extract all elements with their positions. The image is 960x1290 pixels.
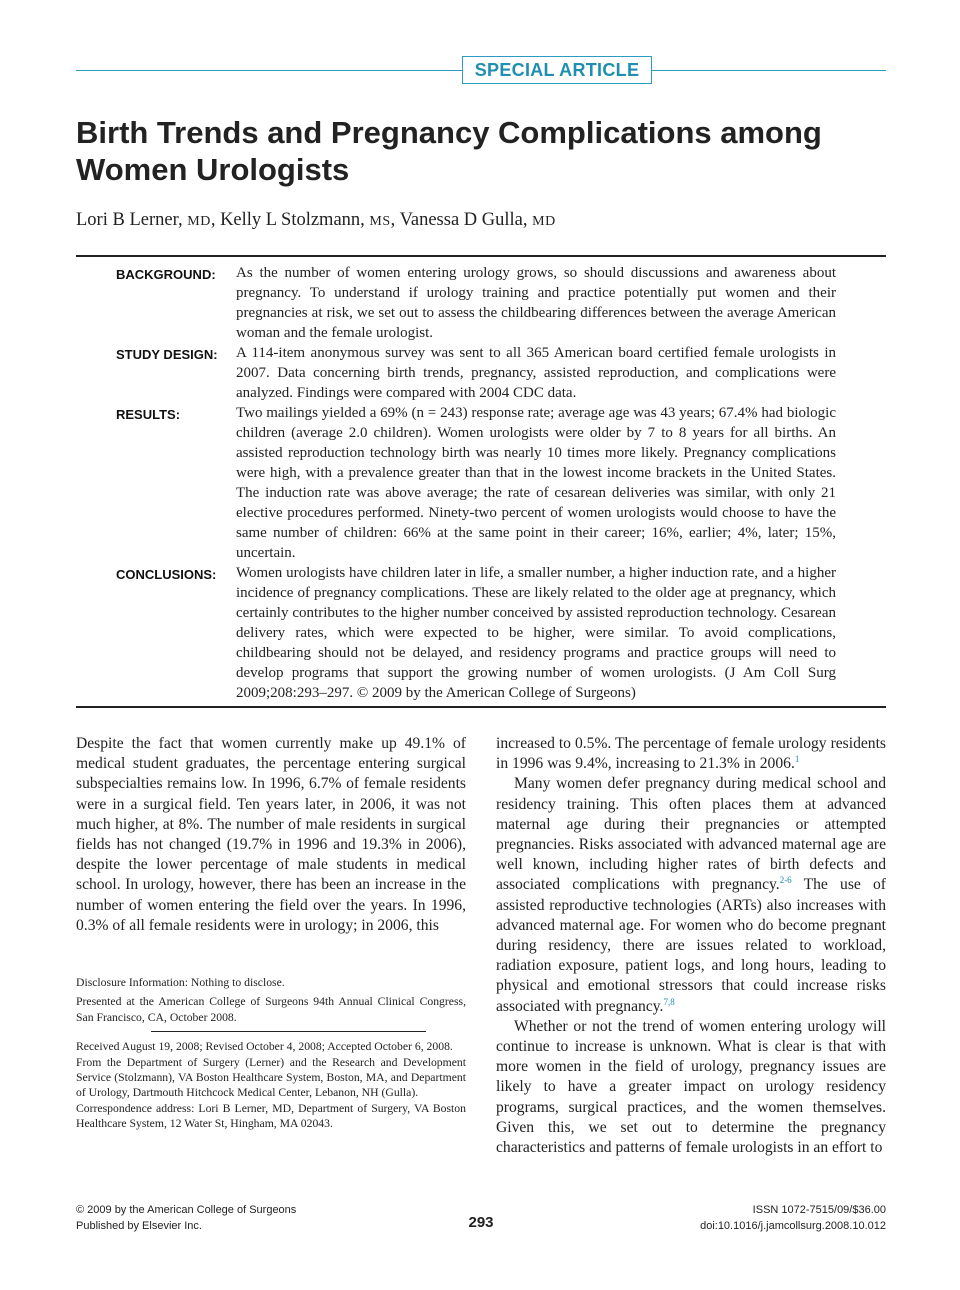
conclusions-text: Women urologists have children later in life, a smaller number, a higher induction rate, and a higher incidence of pregnancy complications. These are likely related to the older age at pregnancy, which certainly contributes to the higher number conceived by assisted reproduction technology. Cesarean delivery rates, which were expected to be higher, were similar. To avoid complications, childbearing should not be delayed, and residency programs and practice groups will need to develop programs that support the growing number of women urologists. (J Am Coll Surg 2009;208:293–297. © 2009 by the American College of Surgeons) [236,565,836,701]
study-design-text: A 114-item anonymous survey was sent to all 365 American board certified female urologists in 2007. Data concerning birth trends, pregnancy, assisted reproduction, and complications were analyzed. Findings were compared with 2004 CDC data. [236,345,836,401]
footnote-divider [151,1031,426,1032]
results-label: RESULTS: [116,407,181,422]
author-degree: MD [187,214,211,229]
disclosure-note: Disclosure Information: Nothing to disclose. [76,976,285,989]
affiliation-note: From the Department of Surgery (Lerner) and the Research and Development Service (Stolzmann), VA Boston Healthcare System, Boston, MA, and Department of Urology, Dartmouth Hitchcock Medical Center, Lebanon, NH (Gulla). [76,1055,466,1100]
body-column-right [496,734,886,1158]
background-text: As the number of women entering urology grows, so should discussions and awareness about pregnancy. To understand if urology training and practice potentially put women and their pregnancies at risk, we set out to assess the childbearing differences between the average American woman and the female urologist. [236,265,836,341]
conclusions-label: CONCLUSIONS: [116,567,217,582]
body-paragraph: Many women defer pregnancy during medical school and residency training. This often places them at advanced maternal age during their pregnancies or attempted pregnancies. Risks associated with advanced maternal age are well known, including higher rates of birth defects and associated complications with pregnancy.$^{2-6}$ The use of assisted reproductive technologies (ARTs) also increases with advanced maternal age. For women who do become pregnant during residency, there are issues related to workload, radiation exposure, patient logs, and long hours, leading to physical and emotional stressors that could increase risks associated with pregnancy.$^{7,8}$ [496,775,886,1015]
reference-marker[interactable]: 7,8 [663,996,675,1007]
section-label: SPECIAL ARTICLE [462,56,652,84]
issn-text: ISSN 1072-7515/09/$36.00 [752,1204,886,1216]
reference-marker[interactable]: 1 [794,754,800,765]
author-name: Vanessa D Gulla, [399,210,528,230]
study-design-label: STUDY DESIGN: [116,347,218,362]
footer-right [700,1203,886,1234]
received-note: Received August 19, 2008; Revised October 4, 2008; Accepted October 6, 2008. [76,1040,453,1054]
author-name: Lori B Lerner, [76,210,183,230]
correspondence-note: Correspondence address: Lori B Lerner, MD, Department of Surgery, VA Boston Healthcare System, 12 Water St, Hingham, MA 02043. [76,1101,466,1131]
body-paragraph: Whether or not the trend of women entering urology will continue to increase is unknown. What is clear is that with more women in the field of urology, pregnancy issues are likely to have a greater impact on urology residency programs, surgical practices, and the women themselves. Given this, we set out to determine the pregnancy characteristics and patterns of female urologists in an effort to [496,1017,886,1157]
section-header [76,56,886,86]
author-list: Lori B Lerner, MD, Kelly L Stolzmann, MS, Vanessa D Gulla, MD [76,210,556,230]
author-degree: MD [532,214,556,229]
copyright-text: © 2009 by the American College of Surgeons [76,1204,297,1216]
article-title: Birth Trends and Pregnancy Complications among Women Urologists [76,115,822,187]
body-paragraph: Despite the fact that women currently make up 49.1% of medical student graduates, the percentage entering surgical subspecialties remains low. In 1996, 6.7% of female residents were in a surgical field. Ten years later, in 2006, it was not much higher, at 8%. The number of male residents in surgical fields has not changed (19.7% in 1996 and 19.3% in 2006), despite the lower percentage of male students in medical school. In urology, however, there has been an increase in the number of women entering the field over the years. In 1996, 0.3% of all female residents were in urology; in 2006, this [76,735,466,934]
body-column-left [76,734,466,936]
results-text: Two mailings yielded a 69% (n = 243) response rate; average age was 43 years; 67.4% had biologic children (average 2.0 children). Women urologists were older by 7 to 8 years for all births. An assisted reproduction technology birth was nearly 10 times more likely. Pregnancy complications were high, with a prevalence greater than that in the lowest income brackets in the United States. The induction rate was above average; the rate of cesarean deliveries was similar, with only 21 elective procedures performed. Ninety-two percent of women urologists would choose to have the same number of children: 66% at the same point in their career; 16%, earlier; 4%, later; 15%, uncertain. [236,405,836,561]
author-name: Kelly L Stolzmann, [220,210,365,230]
page-number: 293 [468,1214,494,1231]
author-degree: MS [369,214,391,229]
body-paragraph: increased to 0.5%. The percentage of female urology residents in 1996 was 9.4%, increasing to 21.3% in 2006.$^1$ [496,735,886,773]
footnotes [76,975,466,1132]
page-footer [76,1203,886,1243]
publisher-text: Published by Elsevier Inc. [76,1219,202,1232]
background-label: BACKGROUND: [116,267,216,282]
doi-link[interactable]: doi:10.1016/j.jamcollsurg.2008.10.012 [700,1219,886,1232]
reference-marker[interactable]: 2-6 [779,875,792,886]
abstract [76,255,886,708]
presented-note: Presented at the American College of Surgeons 94th Annual Clinical Congress, San Francisco, CA, October 2008. [76,995,466,1024]
